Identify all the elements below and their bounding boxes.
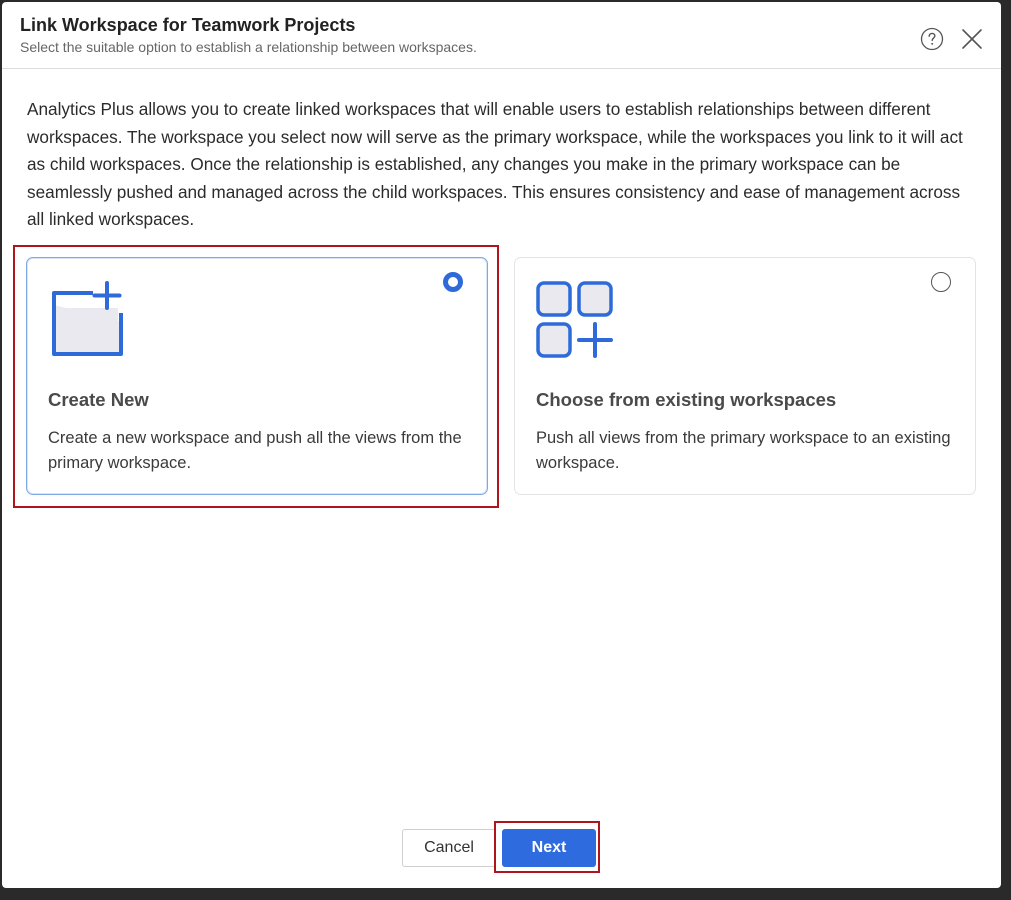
option-description: Push all views from the primary workspace to an existing workspace. xyxy=(536,429,951,472)
intro-description: Analytics Plus allows you to create linked workspaces that will enable users to establish relationships between different workspaces. The workspace you select now will serve as the primary workspace, while the workspaces you link to it will act as child workspaces. Once the relationship is established, any changes you make in the primary workspace can be seamlessly pushed and managed across the child workspaces. This ensures consistency and ease of management across all linked workspaces. xyxy=(27,99,963,229)
next-button[interactable]: Next xyxy=(502,829,596,867)
link-workspace-dialog xyxy=(2,2,1001,888)
option-title: Choose from existing workspaces xyxy=(536,389,837,410)
cancel-button[interactable]: Cancel xyxy=(402,829,496,867)
radio-choose-existing[interactable] xyxy=(931,272,951,292)
dialog-title: Link Workspace for Teamwork Projects xyxy=(20,15,356,35)
option-description: Create a new workspace and push all the views from the primary workspace. xyxy=(48,429,462,472)
existing-workspaces-icon xyxy=(535,280,615,360)
dialog-subtitle: Select the suitable option to establish a relationship between workspaces. xyxy=(20,39,477,55)
dialog-header xyxy=(2,2,1001,69)
close-icon[interactable] xyxy=(959,26,985,52)
option-title: Create New xyxy=(48,389,149,410)
create-new-workspace-icon xyxy=(47,280,127,360)
radio-create-new[interactable] xyxy=(443,272,463,292)
option-choose-existing[interactable] xyxy=(514,257,976,495)
help-icon[interactable] xyxy=(920,27,944,51)
option-create-new[interactable] xyxy=(26,257,488,495)
